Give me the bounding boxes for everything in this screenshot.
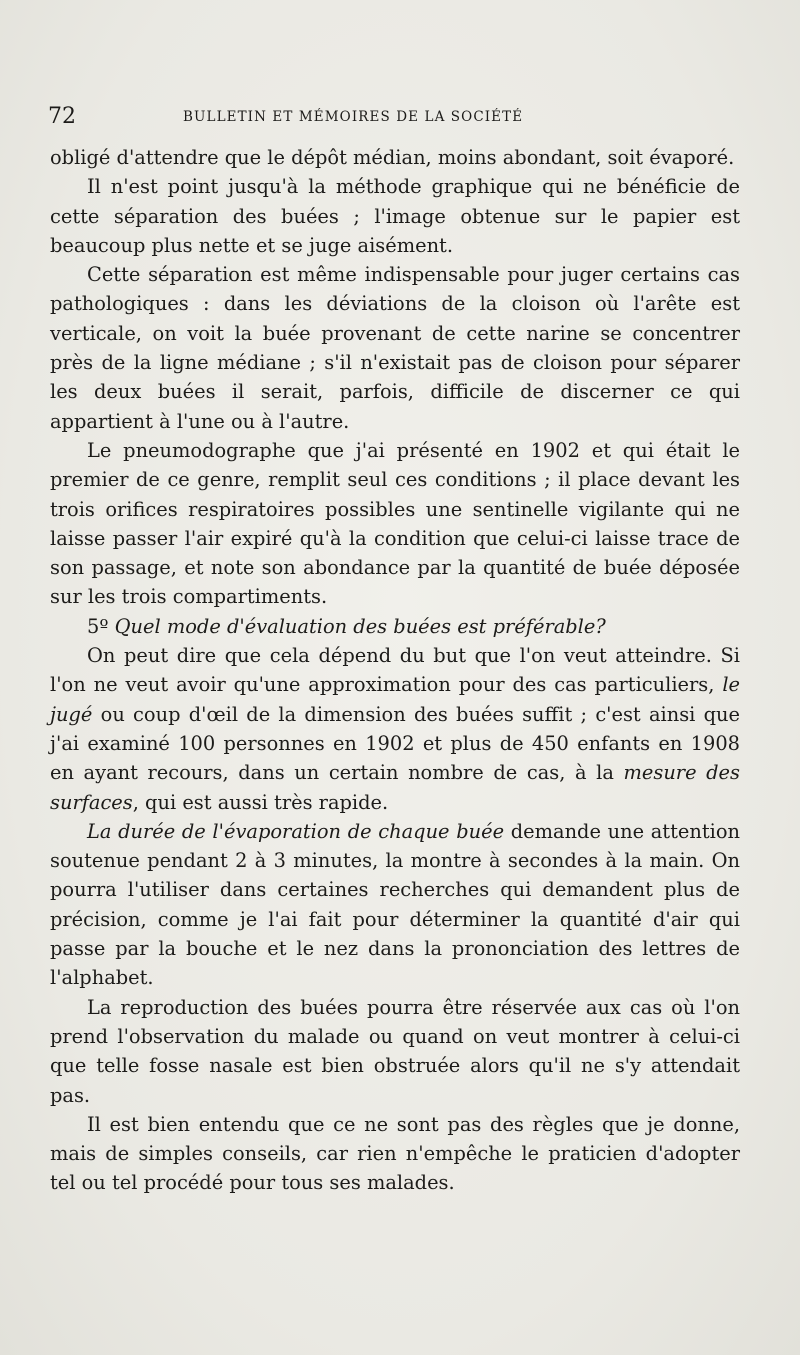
section-number: 5º: [87, 614, 109, 638]
paragraph-reproduction: La reproduction des buées pourra être réservée aux cas où l'on prend l'observation du malade ou quand on veut montrer à celui-ci que telle fosse nasale est bien obstruée alors qu'il ne s'y attendait pas.: [50, 995, 740, 1107]
approximation-emphasis-2: mesure des surfaces: [50, 761, 740, 814]
page-header: [48, 104, 748, 138]
paragraph-evaporation: [50, 817, 740, 993]
page-number: 72: [48, 104, 76, 129]
approximation-text-1: On peut dire que cela dépend du but que l'on veut atteindre. Si l'on ne veut avoir qu'une approximation pour des cas particuliers,: [50, 644, 740, 697]
evaporation-emphasis: La durée de l'évaporation de chaque buée: [87, 819, 505, 843]
paragraph-conclusion: Il est bien entendu que ce ne sont pas des règles que je donne, mais de simples conseils, car rien n'empêche le praticien d'adopter tel ou tel procédé pour tous ses malades.: [50, 1112, 740, 1195]
section-heading-question: [50, 612, 740, 641]
approximation-text-3: , qui est aussi très rapide.: [132, 790, 389, 814]
paragraph-continuation: obligé d'attendre que le dépôt médian, moins abondant, soit évaporé.: [50, 146, 735, 169]
paragraph-separation: Cette séparation est même indispensable pour juger certains cas pathologiques : dans les déviations de la cloison où l'arête est verticale, on voit la buée provenant de cette narine se concentrer près de la ligne médiane ; s'il n'existait pas de cloison pour séparer les deux buées il serait, parfois, difficile de discerner ce qui appartient à l'une ou à l'autre.: [50, 263, 740, 433]
running-head: BULLETIN ET MÉMOIRES DE LA SOCIÉTÉ: [183, 109, 524, 125]
body-text: [50, 143, 740, 1198]
paragraph-pneumodographe: Le pneumodographe que j'ai présenté en 1902 et qui était le premier de ce genre, remplit seul ces conditions ; il place devant les trois orifices respiratoires possibles une sentinelle vigilante qui ne laisse passer l'air expiré qu'à la condition que celui-ci laisse trace de son passage, et note son abondance par la quantité de buée déposée sur les trois compartiments.: [50, 438, 740, 609]
paragraph-graphic-method: Il n'est point jusqu'à la méthode graphique qui ne bénéficie de cette séparation des buées ; l'image obtenue sur le papier est beaucoup plus nette et se juge aisément.: [50, 175, 740, 257]
section-question: Quel mode d'évaluation des buées est préférable?: [114, 614, 606, 638]
approximation-text-2: ou coup d'œil de la dimension des buées suffit ; c'est ainsi que j'ai examiné 100 personnes en 1902 et plus de 450 enfants en 1908 en ayant recours, dans un certain nombre de cas, à la: [50, 702, 740, 785]
paragraph-approximation: [50, 641, 740, 817]
evaporation-text: demande une attention soutenue pendant 2 à 3 minutes, la montre à secondes à la main. On pourra l'utiliser dans certaines recherches qui demandent plus de précision, comme je l'ai fait pour déterminer la quantité d'air qui passe par la bouche et le nez dans la prononciation des lettres de l'alphabet.: [50, 819, 740, 990]
approximation-emphasis-1: le jugé: [50, 673, 740, 726]
